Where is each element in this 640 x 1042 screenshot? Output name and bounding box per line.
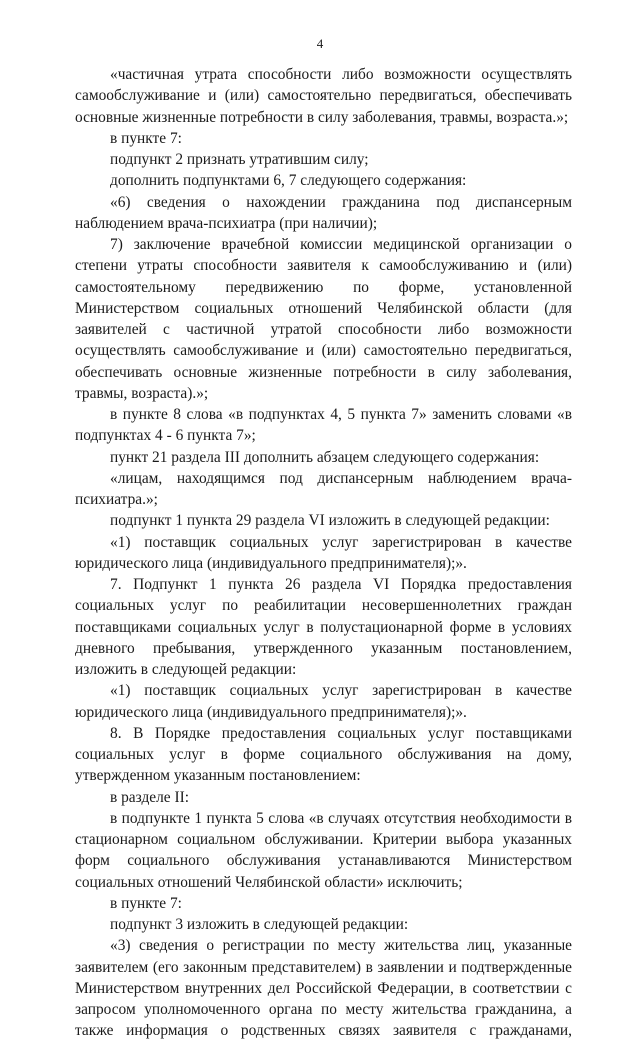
paragraph: подпункт 3 изложить в следующей редакции: [110, 916, 409, 933]
document-body [75, 64, 572, 1042]
paragraph: в подпункте 1 пункта 5 слова «в случаях отсутствия необходимости в стационарном социальном обслуживании. Критерии выбора указанных форм социального обслуживания устанавливаются Министерством социальных отношений Челябинской области» исключить; [75, 809, 572, 891]
paragraph: подпункт 1 пункта 29 раздела VI изложить в следующей редакции: [110, 512, 550, 530]
paragraph: «3) сведения о регистрации по месту жительства лиц, указанные заявителем (его законным представителем) в заявлении и подтвержденные Министерством внутренних дел Российской Федерации, в соответствии с запросом уполномоченного органа по месту жительства гражданина, а также информация о родственных связях заявителя с гражданами, [75, 937, 572, 1040]
paragraph: дополнить подпунктами 6, 7 следующего содержания: [110, 172, 467, 190]
paragraph: в пункте 7: [110, 129, 182, 147]
paragraph: «6) сведения о нахождении гражданина под диспансерным наблюдением врача-психиатра (при наличии); [75, 193, 572, 232]
paragraph: «лицам, находящимся под диспансерным наблюдением врача-психиатра.»; [75, 469, 572, 508]
paragraph: в разделе II: [110, 788, 189, 806]
paragraph: 7. Подпункт 1 пункта 26 раздела VI Порядка предоставления социальных услуг по реабилитации несовершеннолетних граждан поставщиками социальных услуг в полустационарной форме в условиях дневного пребывания, утвержденного указанным постановлением, изложить в следующей редакции: [75, 576, 572, 678]
paragraph: 8. В Порядке предоставления социальных услуг поставщиками социальных услуг в форме социального обслуживания на дому, утвержденном указанным постановлением: [75, 724, 572, 785]
paragraph: в пункте 7: [110, 894, 182, 912]
paragraph: «1) поставщик социальных услуг зарегистрирован в качестве юридического лица (индивидуального предпринимателя);». [75, 682, 572, 721]
page-number: 4 [316, 36, 324, 51]
paragraph: в пункте 8 слова «в подпунктах 4, 5 пункта 7» заменить словами «в подпунктах 4 - 6 пункта 7»; [75, 406, 572, 445]
paragraph: «1) поставщик социальных услуг зарегистрирован в качестве юридического лица (индивидуального предпринимателя);». [75, 533, 572, 572]
paragraph: «частичная утрата способности либо возможности осуществлять самообслуживание и (или) самостоятельно передвигаться, обеспечивать основные жизненные потребности в силу заболевания, травмы, возраста.»; [75, 66, 572, 126]
paragraph: пункт 21 раздела III дополнить абзацем следующего содержания: [110, 448, 540, 466]
paragraph: 7) заключение врачебной комиссии медицинской организации о степени утраты способности заявителя к самообслуживанию и (или) самостоятельному передвижению по форме, установленной Министерством социальных отношений Челябинской области (для заявителей с частичной утратой способности либо возможности осуществлять самообслуживание и (или) самостоятельно передвигаться, обеспечивать основные жизненные потребности в силу заболевания, травмы, возраста).»; [75, 236, 572, 402]
paragraph: подпункт 2 признать утратившим силу; [110, 151, 369, 168]
